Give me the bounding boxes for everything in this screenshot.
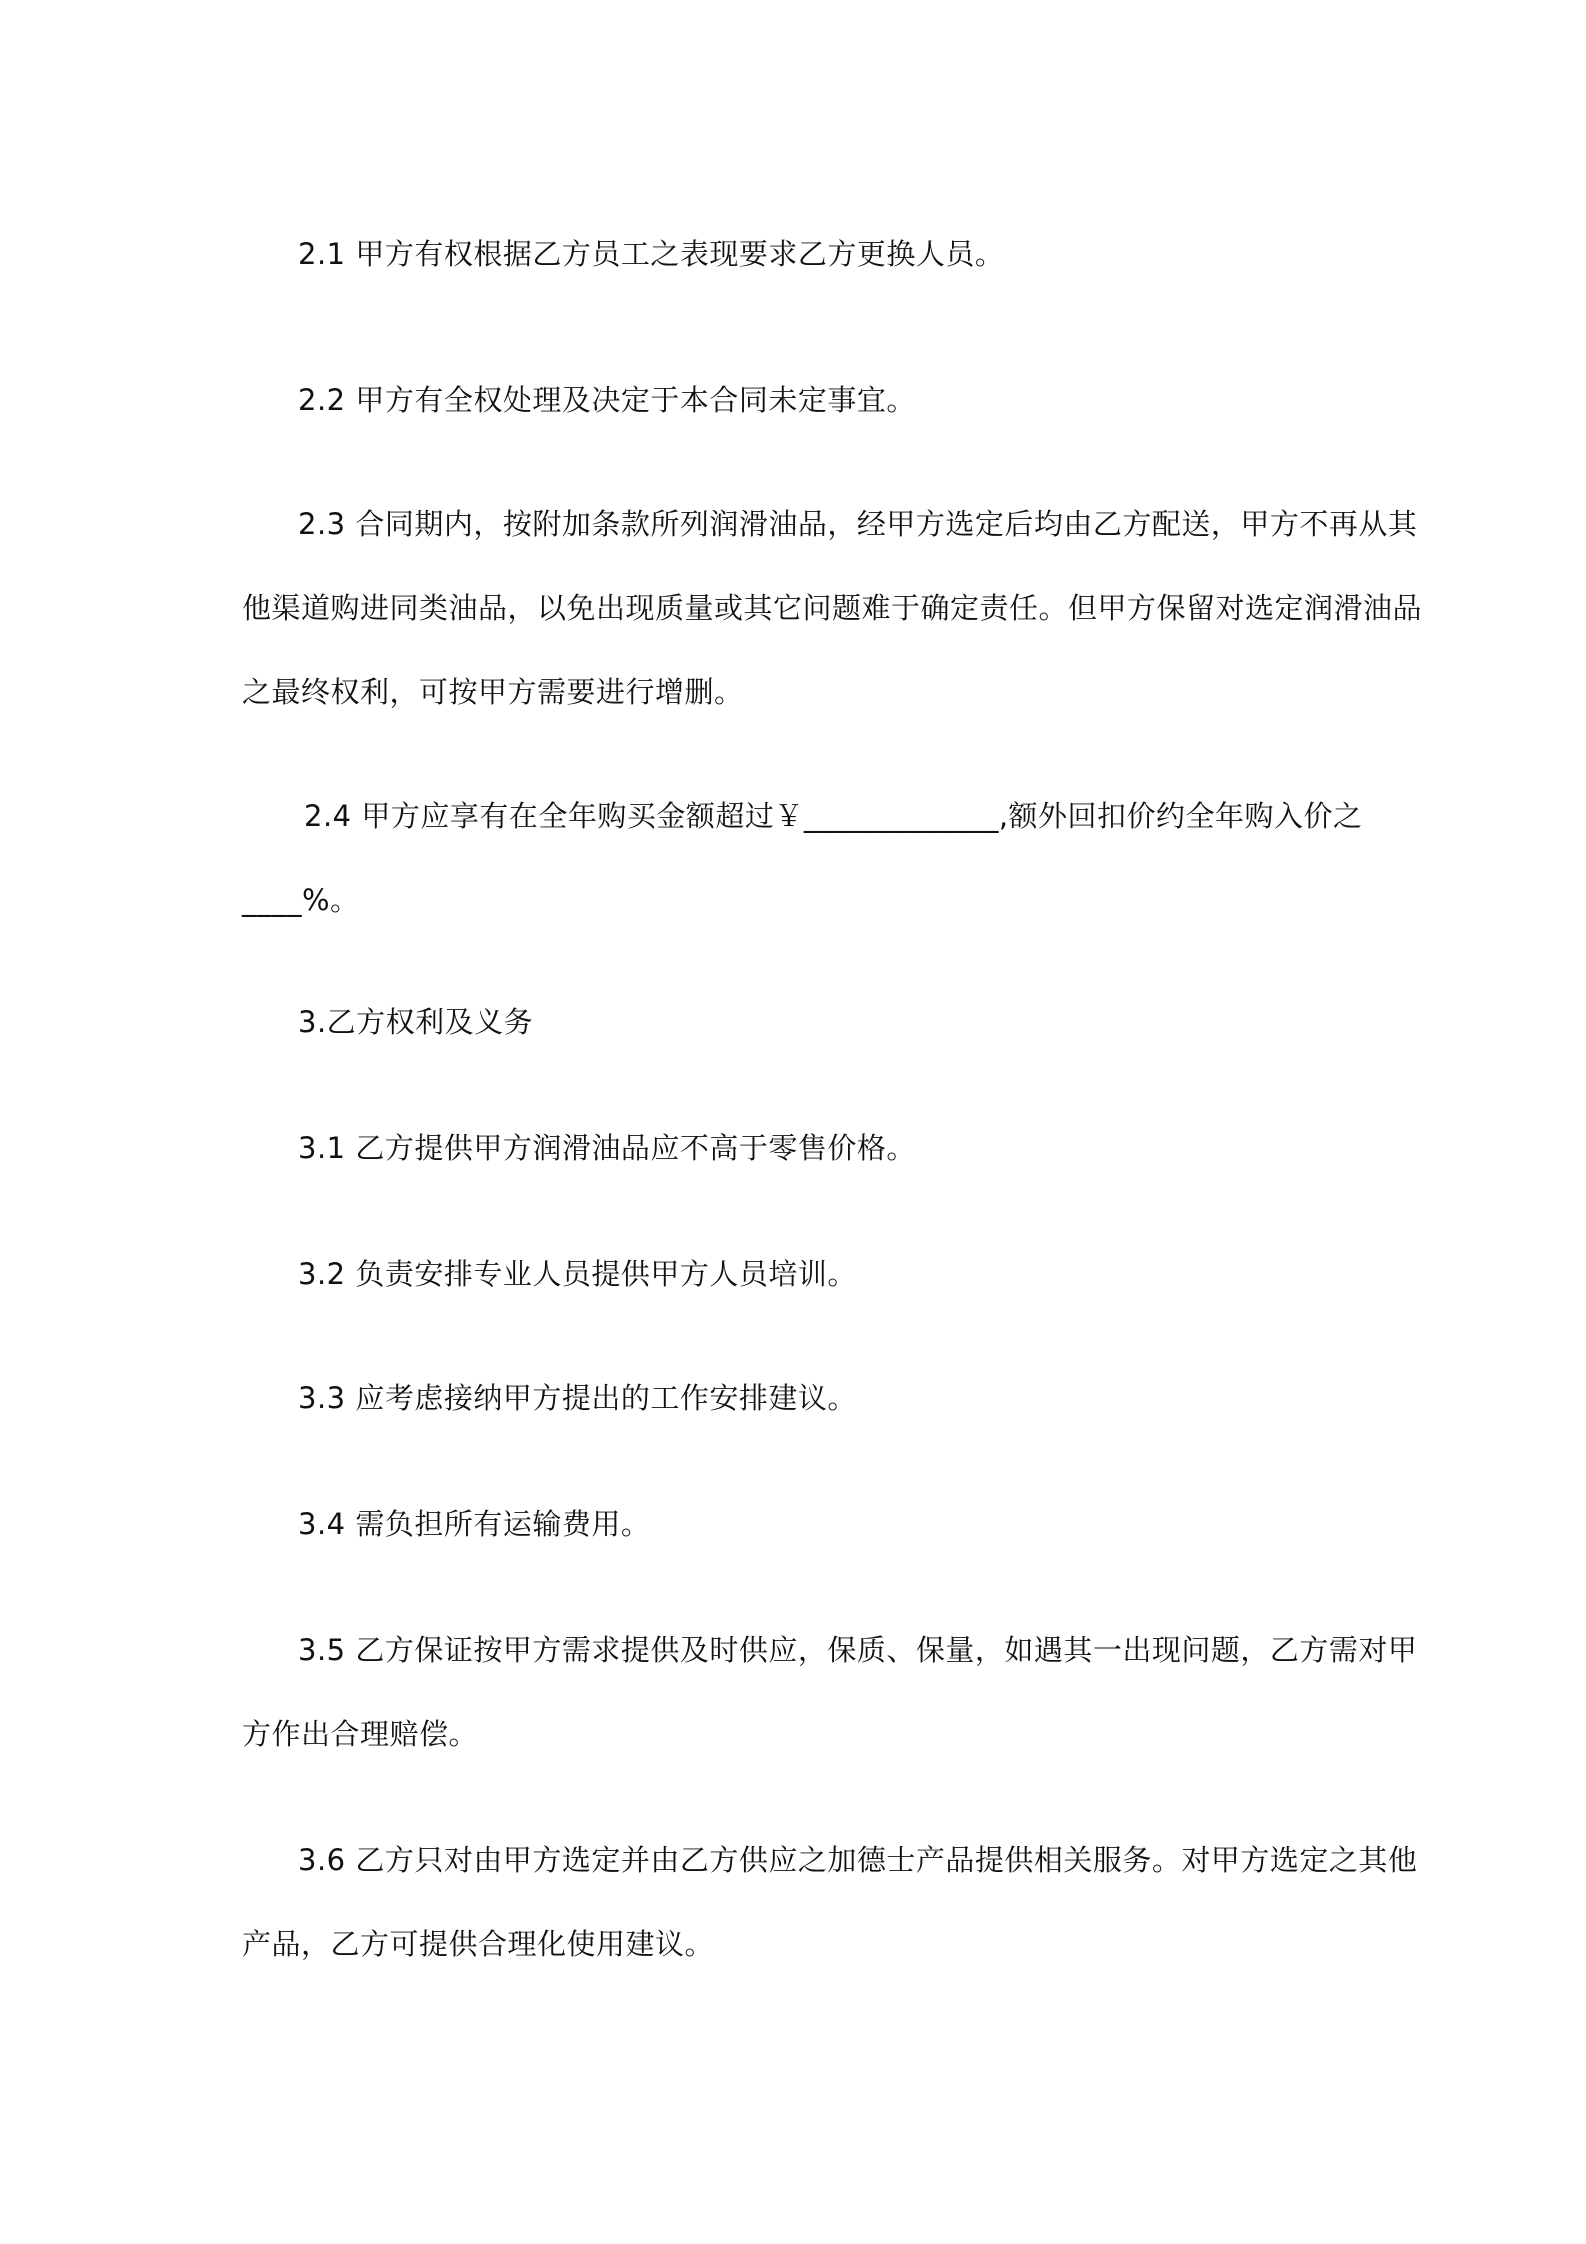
section-3-heading	[242, 980, 1356, 1064]
clause-line: 产品，乙方可提供合理化使用建议。	[242, 1927, 715, 1961]
clause-line: 2.4 甲方应享有在全年购买金额超过￥_____________,额外回扣价约全年购入价之	[304, 799, 1363, 833]
clause-3-2	[242, 1232, 1356, 1316]
clause-2-1	[242, 212, 1356, 296]
section-heading: 3.乙方权利及义务	[298, 1005, 534, 1039]
clause-line: 他渠道购进同类油品，以免出现质量或其它问题难于确定责任。但甲方保留对选定润滑油品	[242, 591, 1423, 625]
clause-3-5	[242, 1608, 1418, 1776]
clause-line: 2.3 合同期内，按附加条款所列润滑油品，经甲方选定后均由乙方配送，甲方不再从其	[298, 507, 1418, 541]
clause-line: 3.1 乙方提供甲方润滑油品应不高于零售价格。	[298, 1131, 916, 1165]
clause-2-3	[242, 482, 1423, 734]
clause-2-4	[242, 774, 1363, 942]
clause-line: 2.1 甲方有权根据乙方员工之表现要求乙方更换人员。	[298, 237, 1005, 271]
clause-line: 2.2 甲方有全权处理及决定于本合同未定事宜。	[298, 383, 916, 417]
clause-line: 之最终权利，可按甲方需要进行增删。	[242, 675, 744, 709]
clause-line: 3.6 乙方只对由甲方选定并由乙方供应之加德士产品提供相关服务。对甲方选定之其他	[298, 1843, 1418, 1877]
clause-3-3	[242, 1356, 1356, 1440]
clause-3-6	[242, 1818, 1418, 1986]
clause-3-4	[242, 1482, 1356, 1566]
clause-line: 3.4 需负担所有运输费用。	[298, 1507, 651, 1541]
clause-line: 3.2 负责安排专业人员提供甲方人员培训。	[298, 1257, 857, 1291]
clause-3-1	[242, 1106, 1356, 1190]
clause-line: ____%。	[242, 883, 360, 917]
clause-line: 方作出合理赔偿。	[242, 1717, 479, 1751]
clause-line: 3.3 应考虑接纳甲方提出的工作安排建议。	[298, 1381, 857, 1415]
clause-2-2	[242, 358, 1356, 442]
clause-line: 3.5 乙方保证按甲方需求提供及时供应，保质、保量，如遇其一出现问题，乙方需对甲	[298, 1633, 1418, 1667]
